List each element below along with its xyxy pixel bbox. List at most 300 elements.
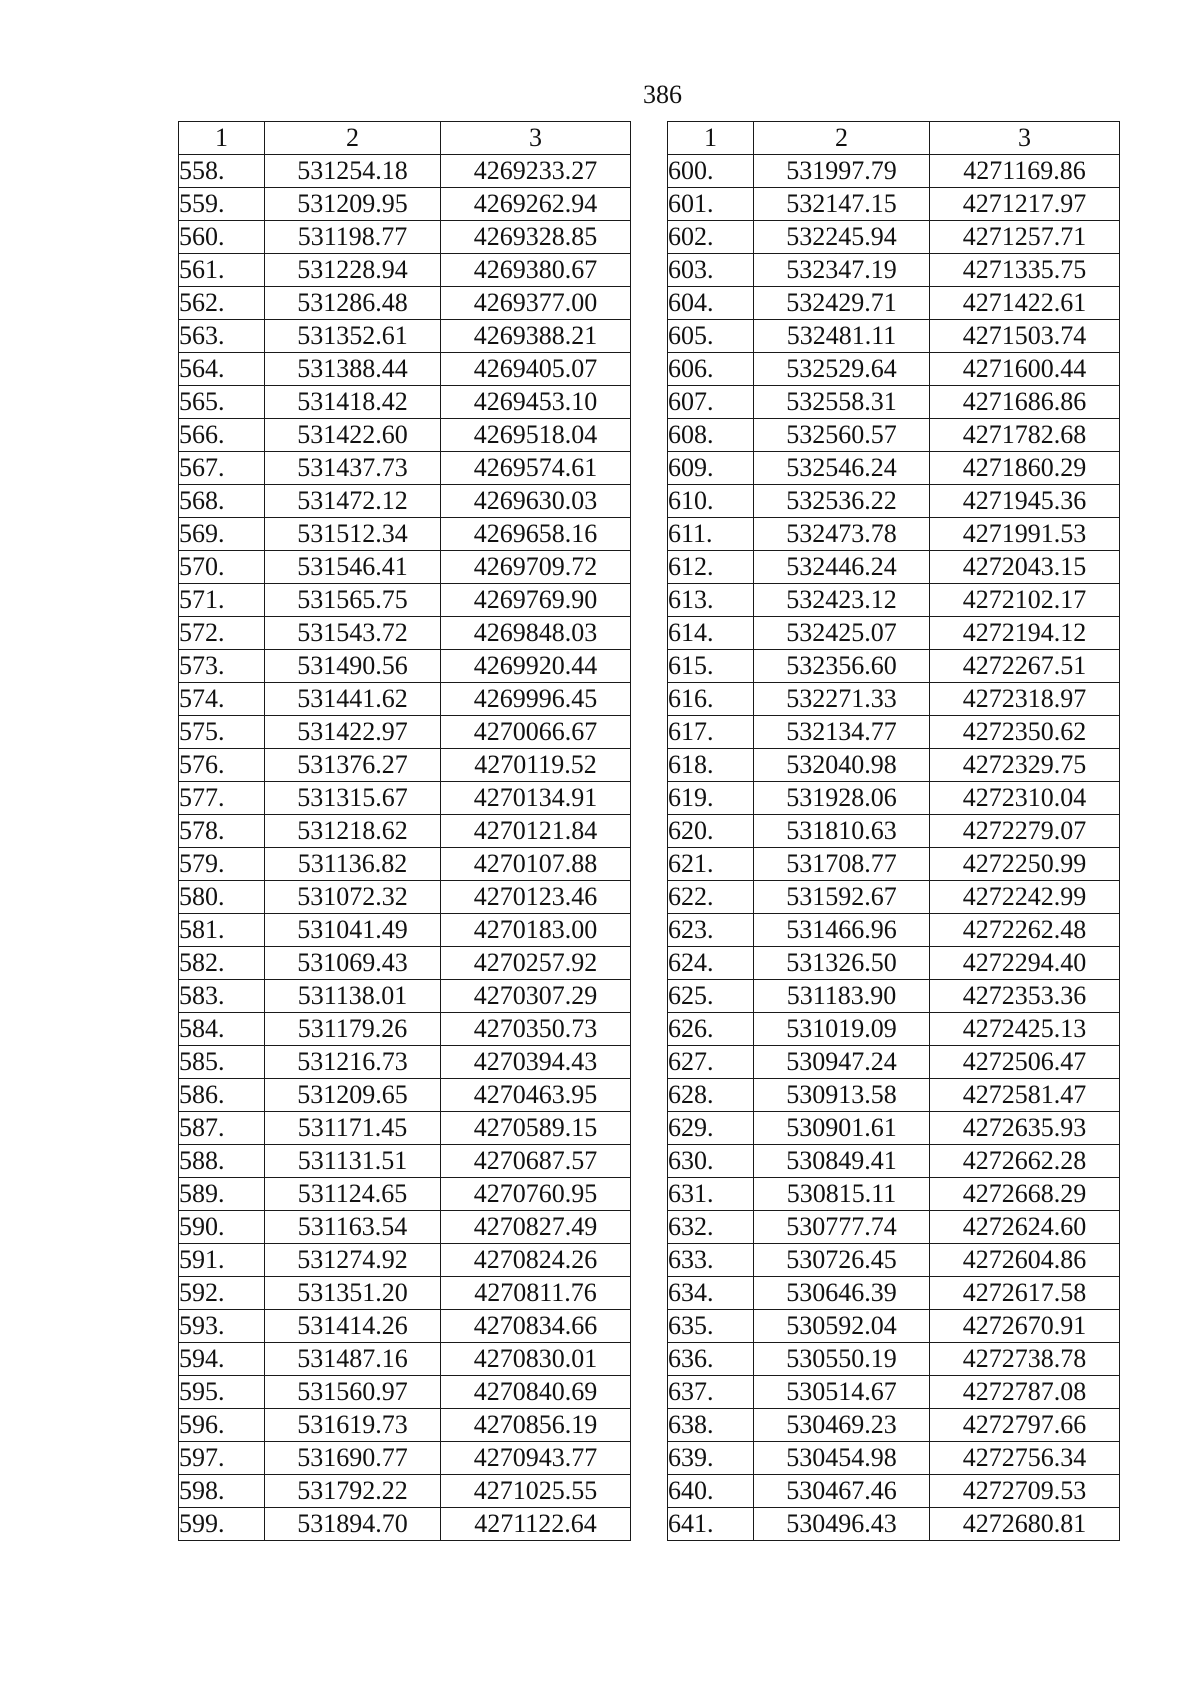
header-row: [668, 122, 1120, 155]
point-number-cell: 608.: [668, 419, 754, 452]
x-coordinate-cell: 530947.24: [754, 1046, 930, 1079]
x-coordinate-cell: 531019.09: [754, 1013, 930, 1046]
x-coordinate-cell: 531472.12: [265, 485, 441, 518]
x-coordinate-cell: 532446.24: [754, 551, 930, 584]
x-coordinate-cell: 531209.95: [265, 188, 441, 221]
y-coordinate-cell: 4269233.27: [441, 155, 631, 188]
y-coordinate-cell: 4272353.36: [930, 980, 1120, 1013]
point-number-cell: 624.: [668, 947, 754, 980]
point-number-cell: 618.: [668, 749, 754, 782]
point-number-cell: 598.: [179, 1475, 265, 1508]
point-number-cell: 622.: [668, 881, 754, 914]
table-row: [179, 1343, 631, 1376]
y-coordinate-cell: 4270760.95: [441, 1178, 631, 1211]
table-row: [179, 1442, 631, 1475]
y-coordinate-cell: 4269377.00: [441, 287, 631, 320]
table-row: [668, 518, 1120, 551]
x-coordinate-cell: 531069.43: [265, 947, 441, 980]
y-coordinate-cell: 4271335.75: [930, 254, 1120, 287]
point-number-cell: 561.: [179, 254, 265, 287]
x-coordinate-cell: 531163.54: [265, 1211, 441, 1244]
y-coordinate-cell: 4270856.19: [441, 1409, 631, 1442]
x-coordinate-cell: 531810.63: [754, 815, 930, 848]
x-coordinate-cell: 531228.94: [265, 254, 441, 287]
point-number-cell: 617.: [668, 716, 754, 749]
table-row: [179, 254, 631, 287]
point-number-cell: 621.: [668, 848, 754, 881]
table-row: [668, 1211, 1120, 1244]
x-coordinate-cell: 531315.67: [265, 782, 441, 815]
x-coordinate-cell: 531690.77: [265, 1442, 441, 1475]
point-number-cell: 587.: [179, 1112, 265, 1145]
table-row: [179, 1178, 631, 1211]
y-coordinate-cell: 4270066.67: [441, 716, 631, 749]
table-row: [668, 320, 1120, 353]
x-coordinate-cell: 531422.60: [265, 419, 441, 452]
table-row: [668, 188, 1120, 221]
x-coordinate-cell: 531543.72: [265, 617, 441, 650]
table-row: [179, 1277, 631, 1310]
x-coordinate-cell: 530849.41: [754, 1145, 930, 1178]
point-number-cell: 623.: [668, 914, 754, 947]
point-number-cell: 600.: [668, 155, 754, 188]
point-number-cell: 592.: [179, 1277, 265, 1310]
x-coordinate-cell: 530646.39: [754, 1277, 930, 1310]
y-coordinate-cell: 4270183.00: [441, 914, 631, 947]
table-row: [179, 1310, 631, 1343]
y-coordinate-cell: 4272709.53: [930, 1475, 1120, 1508]
table-row: [668, 1178, 1120, 1211]
point-number-cell: 635.: [668, 1310, 754, 1343]
y-coordinate-cell: 4272102.17: [930, 584, 1120, 617]
table-row: [668, 287, 1120, 320]
table-row: [668, 419, 1120, 452]
point-number-cell: 590.: [179, 1211, 265, 1244]
y-coordinate-cell: 4269262.94: [441, 188, 631, 221]
x-coordinate-cell: 531546.41: [265, 551, 441, 584]
point-number-cell: 613.: [668, 584, 754, 617]
point-number-cell: 582.: [179, 947, 265, 980]
table-row: [668, 452, 1120, 485]
header-cell: 3: [441, 122, 631, 155]
table-row: [179, 386, 631, 419]
x-coordinate-cell: 530913.58: [754, 1079, 930, 1112]
y-coordinate-cell: 4269920.44: [441, 650, 631, 683]
x-coordinate-cell: 531131.51: [265, 1145, 441, 1178]
point-number-cell: 632.: [668, 1211, 754, 1244]
table-row: [668, 782, 1120, 815]
x-coordinate-cell: 530592.04: [754, 1310, 930, 1343]
point-number-cell: 599.: [179, 1508, 265, 1541]
point-number-cell: 620.: [668, 815, 754, 848]
y-coordinate-cell: 4270394.43: [441, 1046, 631, 1079]
y-coordinate-cell: 4272262.48: [930, 914, 1120, 947]
x-coordinate-cell: 531216.73: [265, 1046, 441, 1079]
table-row: [179, 1013, 631, 1046]
y-coordinate-cell: 4270827.49: [441, 1211, 631, 1244]
y-coordinate-cell: 4270589.15: [441, 1112, 631, 1145]
table-row: [179, 584, 631, 617]
table-row: [179, 749, 631, 782]
y-coordinate-cell: 4271122.64: [441, 1508, 631, 1541]
x-coordinate-cell: 531441.62: [265, 683, 441, 716]
x-coordinate-cell: 531351.20: [265, 1277, 441, 1310]
x-coordinate-cell: 531274.92: [265, 1244, 441, 1277]
x-coordinate-cell: 531218.62: [265, 815, 441, 848]
x-coordinate-cell: 532429.71: [754, 287, 930, 320]
y-coordinate-cell: 4270811.76: [441, 1277, 631, 1310]
point-number-cell: 636.: [668, 1343, 754, 1376]
table-body-right: [668, 155, 1120, 1541]
x-coordinate-cell: 531072.32: [265, 881, 441, 914]
point-number-cell: 619.: [668, 782, 754, 815]
table-row: [179, 914, 631, 947]
x-coordinate-cell: 531592.67: [754, 881, 930, 914]
table-row: [179, 320, 631, 353]
point-number-cell: 629.: [668, 1112, 754, 1145]
point-number-cell: 573.: [179, 650, 265, 683]
point-number-cell: 572.: [179, 617, 265, 650]
table-row: [668, 1244, 1120, 1277]
y-coordinate-cell: 4271503.74: [930, 320, 1120, 353]
point-number-cell: 612.: [668, 551, 754, 584]
table-row: [668, 1079, 1120, 1112]
y-coordinate-cell: 4272662.28: [930, 1145, 1120, 1178]
y-coordinate-cell: 4272756.34: [930, 1442, 1120, 1475]
table-row: [668, 980, 1120, 1013]
y-coordinate-cell: 4269328.85: [441, 221, 631, 254]
point-number-cell: 559.: [179, 188, 265, 221]
y-coordinate-cell: 4270123.46: [441, 881, 631, 914]
point-number-cell: 607.: [668, 386, 754, 419]
table-row: [179, 287, 631, 320]
y-coordinate-cell: 4271025.55: [441, 1475, 631, 1508]
y-coordinate-cell: 4272617.58: [930, 1277, 1120, 1310]
y-coordinate-cell: 4270121.84: [441, 815, 631, 848]
coordinates-table-left: [178, 121, 631, 1541]
x-coordinate-cell: 531326.50: [754, 947, 930, 980]
table-row: [179, 1211, 631, 1244]
table-row: [668, 881, 1120, 914]
point-number-cell: 562.: [179, 287, 265, 320]
x-coordinate-cell: 531254.18: [265, 155, 441, 188]
table-row: [668, 1508, 1120, 1541]
y-coordinate-cell: 4269453.10: [441, 386, 631, 419]
point-number-cell: 606.: [668, 353, 754, 386]
table-row: [179, 1244, 631, 1277]
y-coordinate-cell: 4270840.69: [441, 1376, 631, 1409]
table-row: [668, 683, 1120, 716]
table-body-left: [179, 155, 631, 1541]
header-cell: 2: [754, 122, 930, 155]
x-coordinate-cell: 531179.26: [265, 1013, 441, 1046]
y-coordinate-cell: 4269848.03: [441, 617, 631, 650]
table-row: [668, 551, 1120, 584]
table-row: [668, 155, 1120, 188]
x-coordinate-cell: 530496.43: [754, 1508, 930, 1541]
table-row: [668, 947, 1120, 980]
x-coordinate-cell: 531490.56: [265, 650, 441, 683]
point-number-cell: 585.: [179, 1046, 265, 1079]
table-row: [668, 1376, 1120, 1409]
y-coordinate-cell: 4271945.36: [930, 485, 1120, 518]
table-row: [668, 485, 1120, 518]
y-coordinate-cell: 4269380.67: [441, 254, 631, 287]
table-row: [668, 1409, 1120, 1442]
y-coordinate-cell: 4270943.77: [441, 1442, 631, 1475]
point-number-cell: 575.: [179, 716, 265, 749]
x-coordinate-cell: 532271.33: [754, 683, 930, 716]
x-coordinate-cell: 530901.61: [754, 1112, 930, 1145]
y-coordinate-cell: 4272350.62: [930, 716, 1120, 749]
x-coordinate-cell: 531466.96: [754, 914, 930, 947]
point-number-cell: 593.: [179, 1310, 265, 1343]
point-number-cell: 565.: [179, 386, 265, 419]
y-coordinate-cell: 4272425.13: [930, 1013, 1120, 1046]
y-coordinate-cell: 4270119.52: [441, 749, 631, 782]
y-coordinate-cell: 4270824.26: [441, 1244, 631, 1277]
y-coordinate-cell: 4270257.92: [441, 947, 631, 980]
y-coordinate-cell: 4269405.07: [441, 353, 631, 386]
y-coordinate-cell: 4269769.90: [441, 584, 631, 617]
table-row: [179, 716, 631, 749]
table-row: [179, 881, 631, 914]
x-coordinate-cell: 532536.22: [754, 485, 930, 518]
point-number-cell: 630.: [668, 1145, 754, 1178]
point-number-cell: 596.: [179, 1409, 265, 1442]
x-coordinate-cell: 531198.77: [265, 221, 441, 254]
page-number: 386: [643, 80, 682, 109]
point-number-cell: 580.: [179, 881, 265, 914]
table-row: [179, 452, 631, 485]
point-number-cell: 589.: [179, 1178, 265, 1211]
point-number-cell: 570.: [179, 551, 265, 584]
y-coordinate-cell: 4271991.53: [930, 518, 1120, 551]
header-cell: 1: [668, 122, 754, 155]
coordinates-table-right: [667, 121, 1120, 1541]
point-number-cell: 583.: [179, 980, 265, 1013]
x-coordinate-cell: 532147.15: [754, 188, 930, 221]
point-number-cell: 566.: [179, 419, 265, 452]
y-coordinate-cell: 4272506.47: [930, 1046, 1120, 1079]
table-row: [668, 1442, 1120, 1475]
point-number-cell: 640.: [668, 1475, 754, 1508]
point-number-cell: 577.: [179, 782, 265, 815]
table-row: [179, 551, 631, 584]
x-coordinate-cell: 532423.12: [754, 584, 930, 617]
x-coordinate-cell: 532245.94: [754, 221, 930, 254]
point-number-cell: 597.: [179, 1442, 265, 1475]
y-coordinate-cell: 4272624.60: [930, 1211, 1120, 1244]
table-row: [179, 155, 631, 188]
point-number-cell: 625.: [668, 980, 754, 1013]
table-row: [179, 1112, 631, 1145]
point-number-cell: 576.: [179, 749, 265, 782]
table-row: [668, 1343, 1120, 1376]
table-row: [179, 1145, 631, 1178]
point-number-cell: 571.: [179, 584, 265, 617]
x-coordinate-cell: 531928.06: [754, 782, 930, 815]
point-number-cell: 586.: [179, 1079, 265, 1112]
point-number-cell: 563.: [179, 320, 265, 353]
point-number-cell: 560.: [179, 221, 265, 254]
y-coordinate-cell: 4271600.44: [930, 353, 1120, 386]
table-row: [179, 947, 631, 980]
table-row: [668, 1013, 1120, 1046]
point-number-cell: 611.: [668, 518, 754, 551]
x-coordinate-cell: 530514.67: [754, 1376, 930, 1409]
table-row: [668, 650, 1120, 683]
y-coordinate-cell: 4272581.47: [930, 1079, 1120, 1112]
x-coordinate-cell: 531560.97: [265, 1376, 441, 1409]
y-coordinate-cell: 4271257.71: [930, 221, 1120, 254]
table-row: [179, 1079, 631, 1112]
table-row: [668, 1145, 1120, 1178]
point-number-cell: 568.: [179, 485, 265, 518]
x-coordinate-cell: 531894.70: [265, 1508, 441, 1541]
y-coordinate-cell: 4272194.12: [930, 617, 1120, 650]
y-coordinate-cell: 4272294.40: [930, 947, 1120, 980]
y-coordinate-cell: 4270463.95: [441, 1079, 631, 1112]
x-coordinate-cell: 531183.90: [754, 980, 930, 1013]
header-cell: 1: [179, 122, 265, 155]
table-row: [668, 1475, 1120, 1508]
y-coordinate-cell: 4272604.86: [930, 1244, 1120, 1277]
point-number-cell: 609.: [668, 452, 754, 485]
table-row: [668, 1046, 1120, 1079]
y-coordinate-cell: 4270134.91: [441, 782, 631, 815]
y-coordinate-cell: 4272668.29: [930, 1178, 1120, 1211]
x-coordinate-cell: 531418.42: [265, 386, 441, 419]
y-coordinate-cell: 4272267.51: [930, 650, 1120, 683]
table-row: [668, 815, 1120, 848]
table-row: [668, 716, 1120, 749]
y-coordinate-cell: 4272635.93: [930, 1112, 1120, 1145]
x-coordinate-cell: 532560.57: [754, 419, 930, 452]
table-row: [668, 1112, 1120, 1145]
y-coordinate-cell: 4269574.61: [441, 452, 631, 485]
table-row: [179, 815, 631, 848]
x-coordinate-cell: 531512.34: [265, 518, 441, 551]
y-coordinate-cell: 4272670.91: [930, 1310, 1120, 1343]
y-coordinate-cell: 4271782.68: [930, 419, 1120, 452]
x-coordinate-cell: 532356.60: [754, 650, 930, 683]
point-number-cell: 578.: [179, 815, 265, 848]
point-number-cell: 615.: [668, 650, 754, 683]
y-coordinate-cell: 4272242.99: [930, 881, 1120, 914]
x-coordinate-cell: 531619.73: [265, 1409, 441, 1442]
x-coordinate-cell: 532425.07: [754, 617, 930, 650]
y-coordinate-cell: 4272318.97: [930, 683, 1120, 716]
point-number-cell: 605.: [668, 320, 754, 353]
table-row: [668, 914, 1120, 947]
x-coordinate-cell: 531708.77: [754, 848, 930, 881]
y-coordinate-cell: 4270107.88: [441, 848, 631, 881]
y-coordinate-cell: 4271169.86: [930, 155, 1120, 188]
y-coordinate-cell: 4271422.61: [930, 287, 1120, 320]
y-coordinate-cell: 4269709.72: [441, 551, 631, 584]
y-coordinate-cell: 4271686.86: [930, 386, 1120, 419]
table-row: [668, 221, 1120, 254]
point-number-cell: 558.: [179, 155, 265, 188]
y-coordinate-cell: 4269388.21: [441, 320, 631, 353]
table-row: [179, 353, 631, 386]
x-coordinate-cell: 531376.27: [265, 749, 441, 782]
point-number-cell: 567.: [179, 452, 265, 485]
x-coordinate-cell: 532040.98: [754, 749, 930, 782]
table-row: [179, 1046, 631, 1079]
x-coordinate-cell: 530815.11: [754, 1178, 930, 1211]
point-number-cell: 594.: [179, 1343, 265, 1376]
y-coordinate-cell: 4272680.81: [930, 1508, 1120, 1541]
table-row: [179, 980, 631, 1013]
y-coordinate-cell: 4271217.97: [930, 188, 1120, 221]
y-coordinate-cell: 4272797.66: [930, 1409, 1120, 1442]
x-coordinate-cell: 532473.78: [754, 518, 930, 551]
y-coordinate-cell: 4270830.01: [441, 1343, 631, 1376]
table-row: [179, 1508, 631, 1541]
point-number-cell: 637.: [668, 1376, 754, 1409]
point-number-cell: 614.: [668, 617, 754, 650]
x-coordinate-cell: 532529.64: [754, 353, 930, 386]
x-coordinate-cell: 531422.97: [265, 716, 441, 749]
x-coordinate-cell: 530777.74: [754, 1211, 930, 1244]
table-row: [668, 1310, 1120, 1343]
x-coordinate-cell: 532347.19: [754, 254, 930, 287]
point-number-cell: 631.: [668, 1178, 754, 1211]
y-coordinate-cell: 4270350.73: [441, 1013, 631, 1046]
y-coordinate-cell: 4270834.66: [441, 1310, 631, 1343]
x-coordinate-cell: 531352.61: [265, 320, 441, 353]
point-number-cell: 569.: [179, 518, 265, 551]
point-number-cell: 603.: [668, 254, 754, 287]
table-row: [179, 419, 631, 452]
point-number-cell: 604.: [668, 287, 754, 320]
x-coordinate-cell: 532481.11: [754, 320, 930, 353]
point-number-cell: 601.: [668, 188, 754, 221]
table-row: [179, 221, 631, 254]
table-row: [668, 749, 1120, 782]
table-row: [179, 1475, 631, 1508]
header-cell: 3: [930, 122, 1120, 155]
x-coordinate-cell: 531124.65: [265, 1178, 441, 1211]
table-row: [179, 1376, 631, 1409]
x-coordinate-cell: 531997.79: [754, 155, 930, 188]
point-number-cell: 628.: [668, 1079, 754, 1112]
table-row: [179, 1409, 631, 1442]
table-row: [668, 386, 1120, 419]
x-coordinate-cell: 531138.01: [265, 980, 441, 1013]
point-number-cell: 595.: [179, 1376, 265, 1409]
table-row: [179, 188, 631, 221]
x-coordinate-cell: 531792.22: [265, 1475, 441, 1508]
table-row: [668, 584, 1120, 617]
point-number-cell: 591.: [179, 1244, 265, 1277]
x-coordinate-cell: 531171.45: [265, 1112, 441, 1145]
x-coordinate-cell: 531286.48: [265, 287, 441, 320]
table-row: [668, 848, 1120, 881]
x-coordinate-cell: 531487.16: [265, 1343, 441, 1376]
point-number-cell: 581.: [179, 914, 265, 947]
table-row: [179, 518, 631, 551]
x-coordinate-cell: 531388.44: [265, 353, 441, 386]
y-coordinate-cell: 4269996.45: [441, 683, 631, 716]
point-number-cell: 564.: [179, 353, 265, 386]
point-number-cell: 574.: [179, 683, 265, 716]
table-row: [179, 650, 631, 683]
y-coordinate-cell: 4270307.29: [441, 980, 631, 1013]
x-coordinate-cell: 530726.45: [754, 1244, 930, 1277]
